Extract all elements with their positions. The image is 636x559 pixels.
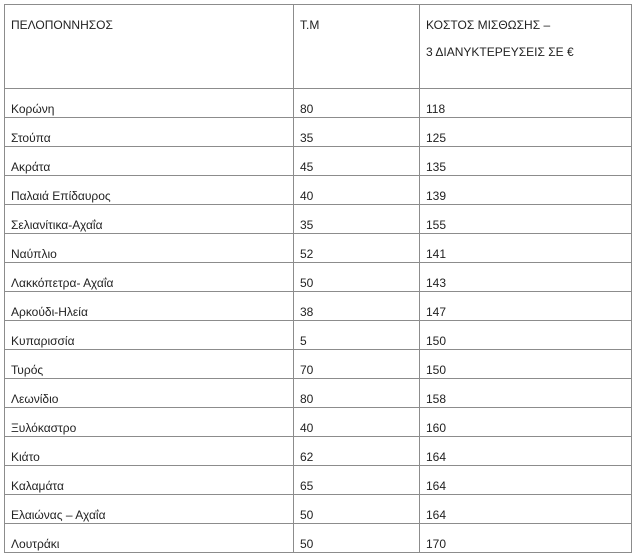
cell-sqm: 35 xyxy=(294,205,420,234)
cell-place: Αρκούδι-Ηλεία xyxy=(5,292,294,321)
cell-cost: 164 xyxy=(420,437,632,466)
table-row xyxy=(5,524,632,553)
table-row xyxy=(5,263,632,292)
header-cost-line1: ΚΟΣΤΟΣ ΜΙΣΘΩΣΗΣ – xyxy=(426,18,551,32)
table-row xyxy=(5,176,632,205)
cell-sqm: 50 xyxy=(294,263,420,292)
cell-cost: 170 xyxy=(420,524,632,553)
cell-sqm: 40 xyxy=(294,176,420,205)
cell-place: Τυρός xyxy=(5,350,294,379)
cell-cost: 135 xyxy=(420,147,632,176)
cell-cost: 125 xyxy=(420,118,632,147)
cell-cost: 139 xyxy=(420,176,632,205)
rental-cost-table xyxy=(4,4,632,553)
table-row xyxy=(5,205,632,234)
table-row xyxy=(5,118,632,147)
cell-sqm: 50 xyxy=(294,524,420,553)
cell-place: Κορώνη xyxy=(5,89,294,118)
cell-sqm: 70 xyxy=(294,350,420,379)
header-area: Τ.Μ xyxy=(294,5,420,89)
cell-cost: 164 xyxy=(420,466,632,495)
cell-sqm: 35 xyxy=(294,118,420,147)
cell-place: Λουτράκι xyxy=(5,524,294,553)
cell-cost: 158 xyxy=(420,379,632,408)
cell-place: Κιάτο xyxy=(5,437,294,466)
table-row xyxy=(5,89,632,118)
header-cost xyxy=(420,5,632,89)
header-region: ΠΕΛΟΠΟΝΝΗΣΟΣ xyxy=(5,5,294,89)
cell-cost: 164 xyxy=(420,495,632,524)
table-row xyxy=(5,234,632,263)
cell-sqm: 40 xyxy=(294,408,420,437)
table-body xyxy=(5,5,632,553)
cell-place: Ακράτα xyxy=(5,147,294,176)
cell-place: Ελαιώνας – Αχαΐα xyxy=(5,495,294,524)
cell-place: Στούπα xyxy=(5,118,294,147)
cell-sqm: 5 xyxy=(294,321,420,350)
cell-place: Καλαμάτα xyxy=(5,466,294,495)
cell-cost: 147 xyxy=(420,292,632,321)
cell-cost: 141 xyxy=(420,234,632,263)
table-row xyxy=(5,437,632,466)
cell-sqm: 52 xyxy=(294,234,420,263)
table-row xyxy=(5,321,632,350)
table-row xyxy=(5,379,632,408)
table-row xyxy=(5,495,632,524)
cell-sqm: 38 xyxy=(294,292,420,321)
cell-place: Σελιανίτικα-Αχαΐα xyxy=(5,205,294,234)
table-row xyxy=(5,350,632,379)
cell-sqm: 65 xyxy=(294,466,420,495)
table-row xyxy=(5,147,632,176)
table-row xyxy=(5,292,632,321)
cell-sqm: 50 xyxy=(294,495,420,524)
header-cost-line2: 3 ΔΙΑΝΥΚΤΕΡΕΥΣΕΙΣ ΣΕ € xyxy=(426,45,574,59)
cell-cost: 150 xyxy=(420,321,632,350)
header-row xyxy=(5,5,632,89)
table-row xyxy=(5,466,632,495)
cell-cost: 155 xyxy=(420,205,632,234)
cell-place: Λακκόπετρα- Αχαΐα xyxy=(5,263,294,292)
cell-sqm: 80 xyxy=(294,89,420,118)
cell-sqm: 62 xyxy=(294,437,420,466)
table-row xyxy=(5,408,632,437)
cell-cost: 143 xyxy=(420,263,632,292)
cell-sqm: 80 xyxy=(294,379,420,408)
cell-place: Ξυλόκαστρο xyxy=(5,408,294,437)
cell-place: Λεωνίδιο xyxy=(5,379,294,408)
cell-cost: 118 xyxy=(420,89,632,118)
cell-place: Ναύπλιο xyxy=(5,234,294,263)
cell-place: Κυπαρισσία xyxy=(5,321,294,350)
cell-cost: 150 xyxy=(420,350,632,379)
cell-sqm: 45 xyxy=(294,147,420,176)
cell-place: Παλαιά Επίδαυρος xyxy=(5,176,294,205)
cell-cost: 160 xyxy=(420,408,632,437)
